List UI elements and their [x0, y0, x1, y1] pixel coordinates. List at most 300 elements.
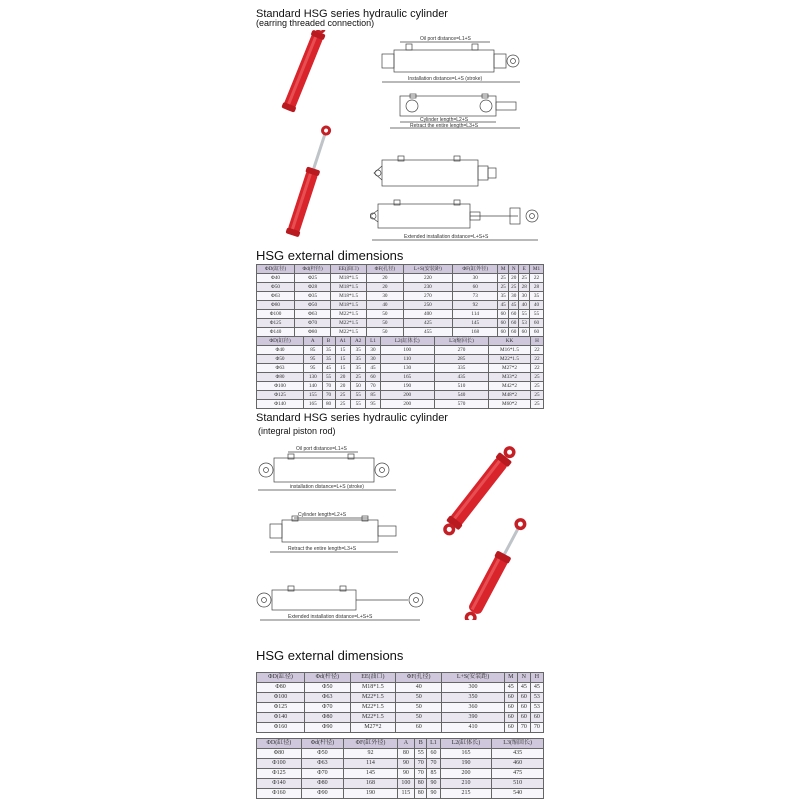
table-cell: Φ80 — [257, 301, 295, 310]
table-cell: 22 — [529, 274, 543, 283]
column-header: M — [504, 673, 517, 683]
table-cell: 70 — [322, 391, 335, 400]
table-cell: 60 — [427, 749, 440, 759]
column-header: N — [508, 265, 519, 274]
table-cell: M22*1.5 — [350, 703, 395, 713]
table-cell: 80 — [415, 779, 427, 789]
table-row — [257, 759, 544, 769]
table-row — [257, 301, 544, 310]
table-cell: 60 — [508, 310, 519, 319]
table-cell: 40 — [519, 301, 530, 310]
table-cell: 60 — [396, 723, 442, 733]
table-cell: 22 — [530, 364, 543, 373]
extended-label-2: Extended installation distance=L+S+S — [288, 614, 373, 620]
table-cell: Φ50 — [257, 283, 295, 292]
table-cell: Φ160 — [257, 789, 302, 799]
table-cell: 20 — [367, 283, 404, 292]
dimensions-table-1 — [256, 264, 544, 337]
table-cell: 410 — [442, 723, 504, 733]
table-cell: 30 — [367, 292, 404, 301]
table-cell: 30 — [453, 274, 498, 283]
table-cell: 15 — [335, 346, 350, 355]
table-cell: 100 — [397, 779, 414, 789]
table-cell: 60 — [504, 693, 517, 703]
table-cell: 100 — [380, 346, 434, 355]
table-cell: 22 — [530, 355, 543, 364]
external-dimensions-title-2: HSG external dimensions — [256, 648, 404, 663]
table-cell: 70 — [322, 382, 335, 391]
table-cell: Φ125 — [257, 319, 295, 328]
table-cell: 90 — [427, 789, 440, 799]
table-cell: Φ25 — [295, 274, 331, 283]
column-header: ΦF(孔径) — [396, 673, 442, 683]
table-cell: 250 — [403, 301, 452, 310]
table-cell: 168 — [453, 328, 498, 337]
table-cell: 55 — [350, 391, 365, 400]
column-header: ΦF(缸外径) — [344, 739, 398, 749]
column-header: H — [530, 337, 543, 346]
table-cell: Φ70 — [295, 319, 331, 328]
table-cell: 40 — [367, 301, 404, 310]
red-cylinder-illustration-1 — [270, 30, 350, 250]
table-cell: 15 — [335, 355, 350, 364]
table-cell: 25 — [530, 382, 543, 391]
dimensions-table-2 — [256, 336, 544, 409]
table-row — [257, 373, 544, 382]
table-cell: 210 — [440, 779, 492, 789]
table-row — [257, 319, 544, 328]
table-cell: Φ63 — [301, 759, 343, 769]
column-header: EE(油口) — [350, 673, 395, 683]
column-header: ΦF(缸外径) — [453, 265, 498, 274]
column-header: Φd(杆径) — [301, 739, 343, 749]
table-cell: 200 — [380, 400, 434, 409]
table-cell: Φ63 — [257, 364, 304, 373]
table-cell: 95 — [304, 355, 322, 364]
table-cell: 22 — [530, 346, 543, 355]
table-cell: 70 — [517, 723, 530, 733]
section2-subtitle: (integral piston rod) — [258, 426, 336, 436]
table-row — [257, 310, 544, 319]
table-cell: M27*2 — [350, 723, 395, 733]
table-cell: Φ80 — [257, 683, 305, 693]
table-row — [257, 713, 544, 723]
table-cell: 168 — [344, 779, 398, 789]
table-cell: 95 — [366, 400, 380, 409]
table-cell: Φ35 — [295, 292, 331, 301]
column-header: A2 — [350, 337, 365, 346]
table-cell: 25 — [530, 373, 543, 382]
table-cell: 60 — [504, 723, 517, 733]
table-cell: 92 — [453, 301, 498, 310]
table-cell: 165 — [304, 400, 322, 409]
table-cell: 70 — [415, 769, 427, 779]
table-cell: 30 — [519, 292, 530, 301]
column-header: N — [517, 673, 530, 683]
table-cell: 35 — [322, 355, 335, 364]
table-cell: 53 — [530, 693, 543, 703]
table-cell: 15 — [335, 364, 350, 373]
table-cell: 35 — [529, 292, 543, 301]
table-cell: 25 — [530, 391, 543, 400]
column-header: L2(缸体长) — [440, 739, 492, 749]
column-header: A1 — [335, 337, 350, 346]
table-cell: Φ160 — [257, 723, 305, 733]
table-cell: 30 — [508, 292, 519, 301]
column-header: ΦD(缸径) — [257, 337, 304, 346]
column-header: Φd(杆径) — [305, 673, 351, 683]
table-cell: 50 — [396, 713, 442, 723]
table-row — [257, 400, 544, 409]
table-cell: Φ80 — [257, 749, 302, 759]
column-header: A — [304, 337, 322, 346]
retract-label-1: Retract the entire length=L3+S — [410, 123, 479, 129]
table-cell: 390 — [442, 713, 504, 723]
column-header: A — [397, 739, 414, 749]
table-cell: 35 — [350, 364, 365, 373]
table-cell: 300 — [442, 683, 504, 693]
table-cell: 45 — [530, 683, 543, 693]
column-header: M1 — [529, 265, 543, 274]
table-cell: 165 — [440, 749, 492, 759]
table-cell: 95 — [304, 364, 322, 373]
column-header: KK — [489, 337, 531, 346]
table-cell: 53 — [530, 703, 543, 713]
table-cell: Φ40 — [257, 274, 295, 283]
table-cell: 85 — [304, 346, 322, 355]
table-cell: 540 — [434, 391, 488, 400]
table-cell: 435 — [434, 373, 488, 382]
oil-port-label-1: Oil port distance=L1+S — [420, 36, 471, 42]
table-cell: M48*2 — [489, 391, 531, 400]
table-cell: 40 — [529, 301, 543, 310]
table-cell: 50 — [396, 693, 442, 703]
table-cell: 30 — [366, 355, 380, 364]
table-cell: 70 — [427, 759, 440, 769]
column-header: EE(油口) — [331, 265, 367, 274]
table-cell: 335 — [434, 364, 488, 373]
table-cell: 230 — [403, 283, 452, 292]
column-header: L+S(安装距) — [442, 673, 504, 683]
table-cell: Φ50 — [305, 683, 351, 693]
table-cell: 60 — [453, 283, 498, 292]
table-cell: Φ100 — [257, 382, 304, 391]
table-cell: 35 — [350, 346, 365, 355]
table-row — [257, 683, 544, 693]
table-cell: 140 — [304, 382, 322, 391]
table-row — [257, 749, 544, 759]
table-cell: 475 — [492, 769, 544, 779]
column-header: L3(缩回长) — [492, 739, 544, 749]
table-cell: 80 — [322, 400, 335, 409]
table-cell: M60*2 — [489, 400, 531, 409]
table-cell: M22*1.5 — [331, 319, 367, 328]
table-cell: 510 — [434, 382, 488, 391]
column-header: ΦF(孔径) — [367, 265, 404, 274]
table-cell: 60 — [517, 693, 530, 703]
table-cell: 20 — [367, 274, 404, 283]
table-cell: M16*1.5 — [489, 346, 531, 355]
table-cell: 570 — [434, 400, 488, 409]
retract-label-2: Retract the entire length=L3+S — [288, 546, 357, 552]
table-cell: 110 — [380, 355, 434, 364]
table-cell: 45 — [517, 683, 530, 693]
table-cell: 55 — [519, 310, 530, 319]
table-cell: 60 — [529, 328, 543, 337]
table-cell: 60 — [498, 328, 509, 337]
column-header: L+S(安装距) — [403, 265, 452, 274]
table-cell: 35 — [322, 346, 335, 355]
table-cell: 114 — [344, 759, 398, 769]
table-cell: Φ140 — [257, 328, 295, 337]
table-cell: 145 — [344, 769, 398, 779]
table-cell: 90 — [427, 779, 440, 789]
installation-label-2: installation distance=L+S (stroke) — [290, 484, 364, 490]
table-row — [257, 693, 544, 703]
table-cell: 60 — [530, 713, 543, 723]
table-cell: 60 — [498, 310, 509, 319]
table-cell: 25 — [498, 274, 509, 283]
table-cell: Φ80 — [295, 328, 331, 337]
table-cell: 30 — [366, 346, 380, 355]
table-cell: 35 — [350, 355, 365, 364]
table-cell: 25 — [335, 400, 350, 409]
table-cell: 70 — [415, 759, 427, 769]
table-cell: M22*1.5 — [331, 310, 367, 319]
table-cell: 25 — [530, 400, 543, 409]
red-cylinder-illustration-2 — [430, 440, 540, 620]
table-cell: 220 — [403, 274, 452, 283]
table-cell: 270 — [434, 346, 488, 355]
table-cell: Φ100 — [257, 759, 302, 769]
section2-title: Standard HSG series hydraulic cylinder — [256, 412, 448, 424]
column-header: E — [519, 265, 530, 274]
table-cell: Φ40 — [257, 346, 304, 355]
table-cell: 130 — [380, 364, 434, 373]
column-header: L1 — [427, 739, 440, 749]
table-cell: M18*1.5 — [331, 283, 367, 292]
table-cell: 25 — [498, 283, 509, 292]
table-cell: 20 — [508, 274, 519, 283]
table-cell: 360 — [442, 703, 504, 713]
table-cell: Φ80 — [305, 713, 351, 723]
table-cell: 25 — [335, 391, 350, 400]
table-row — [257, 391, 544, 400]
table-cell: 60 — [366, 373, 380, 382]
dimensions-table-3 — [256, 672, 544, 733]
cylinder-length-label-2: Cylinder length=L2+S — [298, 512, 347, 518]
column-header: Φd(杆径) — [295, 265, 331, 274]
external-dimensions-title-1: HSG external dimensions — [256, 248, 404, 263]
table-cell: 190 — [380, 382, 434, 391]
column-header: L2(缸体长) — [380, 337, 434, 346]
table-cell: Φ140 — [257, 400, 304, 409]
table-cell: 28 — [519, 283, 530, 292]
table-cell: 460 — [492, 759, 544, 769]
table-cell: 130 — [304, 373, 322, 382]
table-cell: 92 — [344, 749, 398, 759]
table-cell: Φ28 — [295, 283, 331, 292]
table-row — [257, 779, 544, 789]
table-cell: 90 — [397, 759, 414, 769]
table-row — [257, 789, 544, 799]
table-row — [257, 703, 544, 713]
table-cell: 60 — [517, 713, 530, 723]
table-cell: 55 — [529, 310, 543, 319]
technical-drawing-1 — [370, 28, 550, 248]
table-cell: 85 — [427, 769, 440, 779]
table-cell: Φ63 — [295, 310, 331, 319]
dimensions-table-4 — [256, 738, 544, 799]
table-cell: M22*1.5 — [331, 328, 367, 337]
table-cell: 165 — [380, 373, 434, 382]
table-cell: 70 — [366, 382, 380, 391]
table-cell: 20 — [335, 382, 350, 391]
table-cell: Φ90 — [305, 723, 351, 733]
table-cell: M18*1.5 — [331, 301, 367, 310]
column-header: ΦD(缸径) — [257, 739, 302, 749]
table-row — [257, 346, 544, 355]
table-cell: Φ125 — [257, 703, 305, 713]
table-cell: M22*1.5 — [350, 693, 395, 703]
section1-title: Standard HSG series hydraulic cylinder — [256, 8, 448, 20]
table-cell: Φ50 — [295, 301, 331, 310]
table-cell: M22*1.5 — [350, 713, 395, 723]
table-cell: Φ70 — [301, 769, 343, 779]
table-cell: 425 — [403, 319, 452, 328]
table-cell: 540 — [492, 789, 544, 799]
column-header: L1 — [366, 337, 380, 346]
table-cell: 45 — [504, 683, 517, 693]
table-row — [257, 355, 544, 364]
column-header: H — [530, 673, 543, 683]
table-cell: Φ80 — [301, 779, 343, 789]
table-cell: 190 — [440, 759, 492, 769]
table-cell: 270 — [403, 292, 452, 301]
table-cell: Φ125 — [257, 769, 302, 779]
table-cell: 200 — [380, 391, 434, 400]
table-cell: 55 — [415, 749, 427, 759]
table-cell: Φ80 — [257, 373, 304, 382]
table-cell: 114 — [453, 310, 498, 319]
table-row — [257, 283, 544, 292]
table-cell: Φ100 — [257, 310, 295, 319]
table-cell: 115 — [397, 789, 414, 799]
table-cell: 60 — [508, 328, 519, 337]
table-cell: M18*1.5 — [331, 274, 367, 283]
table-cell: 60 — [508, 319, 519, 328]
table-cell: Φ50 — [301, 749, 343, 759]
table-cell: 50 — [367, 310, 404, 319]
table-row — [257, 292, 544, 301]
table-cell: 28 — [529, 283, 543, 292]
table-cell: 45 — [322, 364, 335, 373]
table-cell: M33*2 — [489, 373, 531, 382]
table-cell: 70 — [530, 723, 543, 733]
table-cell: 60 — [529, 319, 543, 328]
table-cell: 45 — [498, 301, 509, 310]
table-cell: Φ70 — [305, 703, 351, 713]
table-cell: 25 — [508, 283, 519, 292]
table-cell: Φ140 — [257, 713, 305, 723]
table-cell: Φ50 — [257, 355, 304, 364]
table-cell: 25 — [519, 274, 530, 283]
table-cell: 50 — [367, 328, 404, 337]
table-cell: 350 — [442, 693, 504, 703]
table-cell: 215 — [440, 789, 492, 799]
table-cell: 35 — [498, 292, 509, 301]
table-cell: Φ125 — [257, 391, 304, 400]
table-cell: 80 — [415, 789, 427, 799]
table-cell: M42*2 — [489, 382, 531, 391]
table-cell: 50 — [367, 319, 404, 328]
table-cell: 80 — [397, 749, 414, 759]
table-row — [257, 364, 544, 373]
table-cell: Φ63 — [305, 693, 351, 703]
table-cell: 20 — [335, 373, 350, 382]
cylinder-length-label-1: Cylinder length=L2+S — [420, 117, 469, 123]
table-cell: M18*1.5 — [331, 292, 367, 301]
oil-port-label-2: Oil port distance=L1+S — [296, 446, 347, 452]
table-cell: 200 — [440, 769, 492, 779]
installation-label-1: Installation distance=L+S (stroke) — [408, 76, 483, 82]
table-row — [257, 274, 544, 283]
table-row — [257, 382, 544, 391]
table-cell: 145 — [453, 319, 498, 328]
table-cell: Φ140 — [257, 779, 302, 789]
table-cell: 510 — [492, 779, 544, 789]
table-cell: Φ63 — [257, 292, 295, 301]
column-header: M — [498, 265, 509, 274]
column-header: B — [415, 739, 427, 749]
technical-drawing-2 — [248, 440, 428, 630]
table-cell: 53 — [519, 319, 530, 328]
section1-subtitle: (earring threaded connection) — [256, 18, 375, 28]
table-cell: 25 — [350, 373, 365, 382]
table-cell: 400 — [403, 310, 452, 319]
table-row — [257, 723, 544, 733]
table-cell: Φ100 — [257, 693, 305, 703]
table-cell: 60 — [517, 703, 530, 713]
column-header: ΦD(缸径) — [257, 673, 305, 683]
table-cell: 55 — [322, 373, 335, 382]
table-cell: 45 — [366, 364, 380, 373]
table-cell: 45 — [508, 301, 519, 310]
table-cell: 40 — [396, 683, 442, 693]
table-cell: Φ90 — [301, 789, 343, 799]
table-cell: 285 — [434, 355, 488, 364]
table-cell: 60 — [519, 328, 530, 337]
table-cell: M18*1.5 — [350, 683, 395, 693]
table-cell: 85 — [366, 391, 380, 400]
table-cell: 60 — [504, 703, 517, 713]
table-cell: 73 — [453, 292, 498, 301]
table-cell: 455 — [403, 328, 452, 337]
column-header: L3(缩回长) — [434, 337, 488, 346]
table-row — [257, 769, 544, 779]
extended-label-1: Extended installation distance=L+S+S — [404, 234, 489, 240]
table-cell: 60 — [504, 713, 517, 723]
table-cell: 155 — [304, 391, 322, 400]
table-cell: 90 — [397, 769, 414, 779]
table-cell: 50 — [350, 382, 365, 391]
table-cell: 60 — [498, 319, 509, 328]
table-cell: M27*2 — [489, 364, 531, 373]
table-cell: 50 — [396, 703, 442, 713]
table-cell: 435 — [492, 749, 544, 759]
table-cell: M22*1.5 — [489, 355, 531, 364]
column-header: B — [322, 337, 335, 346]
